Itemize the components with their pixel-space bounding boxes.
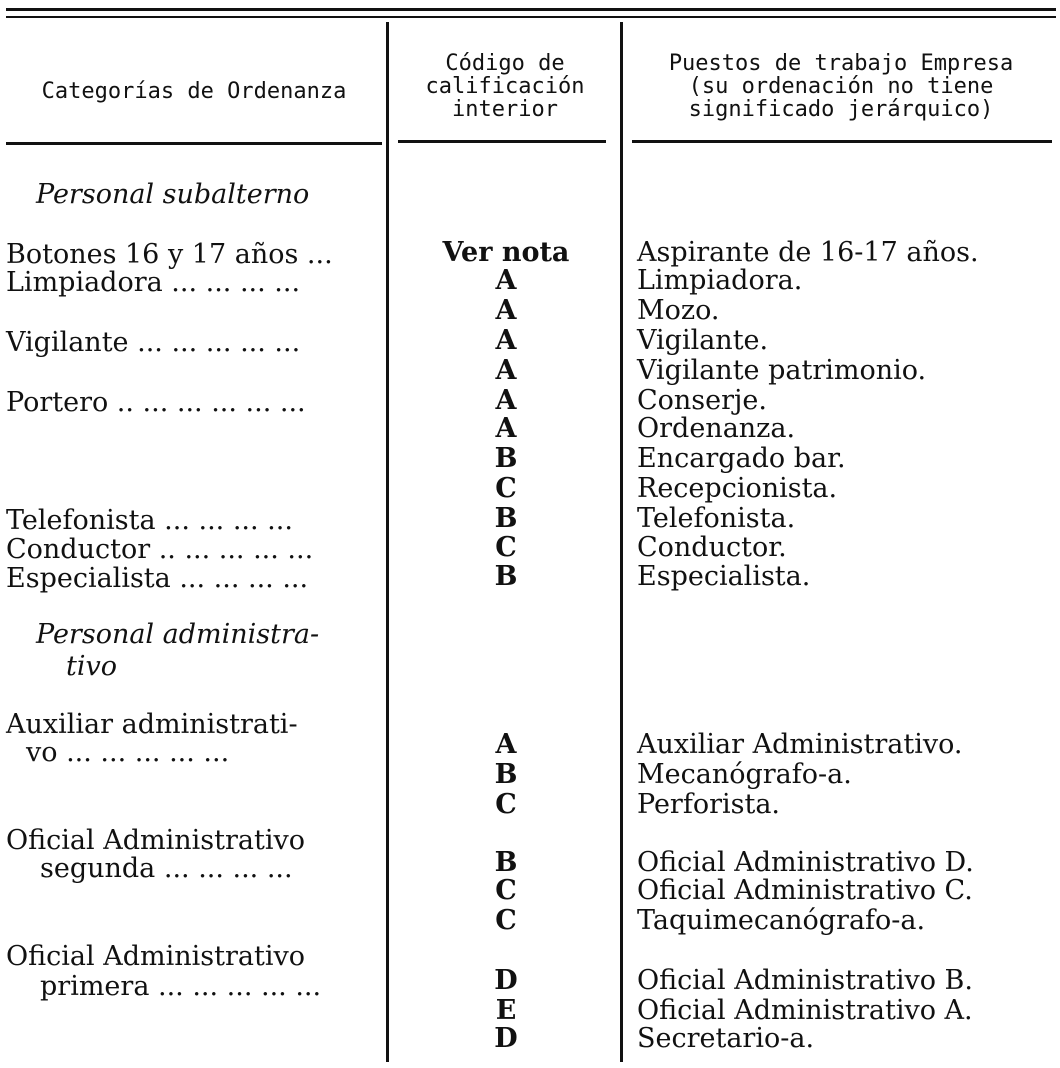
post-label: Oficial Administrativo C. <box>637 875 973 906</box>
header-rule-col3 <box>632 140 1052 143</box>
category-label: Conductor .. ... ... ... ... <box>6 534 314 565</box>
post-label: Conserje. <box>637 385 767 416</box>
code-value: A <box>495 325 517 356</box>
category-label: Oficial Administrativo <box>6 825 305 856</box>
code-value: A <box>495 265 517 296</box>
header-puestos <box>626 52 1056 121</box>
header-codigo-line: interior <box>452 97 558 122</box>
post-label: Conductor. <box>637 532 787 563</box>
post-label: Telefonista. <box>637 503 796 534</box>
category-label-continued: segunda ... ... ... ... <box>40 853 293 884</box>
category-label: Limpiadora ... ... ... ... <box>6 267 301 298</box>
header-rule-col2 <box>398 140 606 143</box>
top-rule-thick <box>6 8 1056 11</box>
category-label: Especialista ... ... ... ... <box>6 563 309 594</box>
category-label: Botones 16 y 17 años ... <box>6 239 333 270</box>
code-value: A <box>495 295 517 326</box>
category-label: Auxiliar administrati- <box>6 709 298 740</box>
code-value: Ver nota <box>442 237 570 268</box>
post-label: Aspirante de 16-17 años. <box>637 237 979 268</box>
code-value: A <box>495 729 517 760</box>
post-label: Mozo. <box>637 295 720 326</box>
header-puestos-line: significado jerárquico) <box>688 97 994 122</box>
category-label: Oficial Administrativo <box>6 941 305 972</box>
code-value: D <box>494 965 518 996</box>
code-value: C <box>495 875 517 906</box>
section-title: Personal administra- <box>36 619 320 650</box>
code-value: A <box>495 355 517 386</box>
code-value: A <box>495 385 517 416</box>
post-label: Limpiadora. <box>637 265 803 296</box>
code-value: C <box>495 532 517 563</box>
header-categorias: Categorías de Ordenanza <box>41 79 347 104</box>
code-value: A <box>495 413 517 444</box>
code-value: B <box>494 847 518 878</box>
column-divider-left <box>386 22 389 1062</box>
post-label: Mecanógrafo-a. <box>637 759 852 790</box>
post-label: Especialista. <box>637 561 811 592</box>
header-codigo-line: calificación <box>425 74 585 99</box>
header-puestos-line: (su ordenación no tiene <box>688 74 994 99</box>
post-label: Recepcionista. <box>637 473 838 504</box>
category-label: Telefonista ... ... ... ... <box>6 505 293 536</box>
code-value: C <box>495 905 517 936</box>
post-label: Perforista. <box>637 789 781 820</box>
code-value: C <box>495 473 517 504</box>
header-codigo <box>392 52 618 121</box>
category-label-continued: vo ... ... ... ... ... <box>26 737 230 768</box>
section-title: Personal subalterno <box>36 179 310 210</box>
header-puestos-line: Puestos de trabajo Empresa <box>668 51 1014 76</box>
code-value: B <box>494 561 518 592</box>
post-label: Vigilante. <box>637 325 769 356</box>
post-label: Taquimecanógrafo-a. <box>637 905 926 936</box>
code-value: B <box>494 759 518 790</box>
code-value: B <box>494 443 518 474</box>
header-rule-col1 <box>6 142 382 145</box>
header-codigo-line: Código de <box>445 51 565 76</box>
category-label: Vigilante ... ... ... ... ... <box>6 327 301 358</box>
post-label: Ordenanza. <box>637 413 796 444</box>
code-value: C <box>495 789 517 820</box>
category-label: Portero .. ... ... ... ... ... <box>6 387 306 418</box>
code-value: B <box>494 503 518 534</box>
code-value: E <box>495 995 517 1026</box>
top-rule-thin <box>6 16 1056 18</box>
post-label: Oficial Administrativo D. <box>637 847 974 878</box>
section-title-continued: tivo <box>66 651 117 682</box>
post-label: Vigilante patrimonio. <box>637 355 927 386</box>
post-label: Auxiliar Administrativo. <box>637 729 963 760</box>
post-label: Secretario-a. <box>637 1023 815 1054</box>
code-value: D <box>494 1023 518 1054</box>
category-label-continued: primera ... ... ... ... ... <box>40 971 322 1002</box>
post-label: Oficial Administrativo B. <box>637 965 973 996</box>
post-label: Oficial Administrativo A. <box>637 995 973 1026</box>
post-label: Encargado bar. <box>637 443 846 474</box>
